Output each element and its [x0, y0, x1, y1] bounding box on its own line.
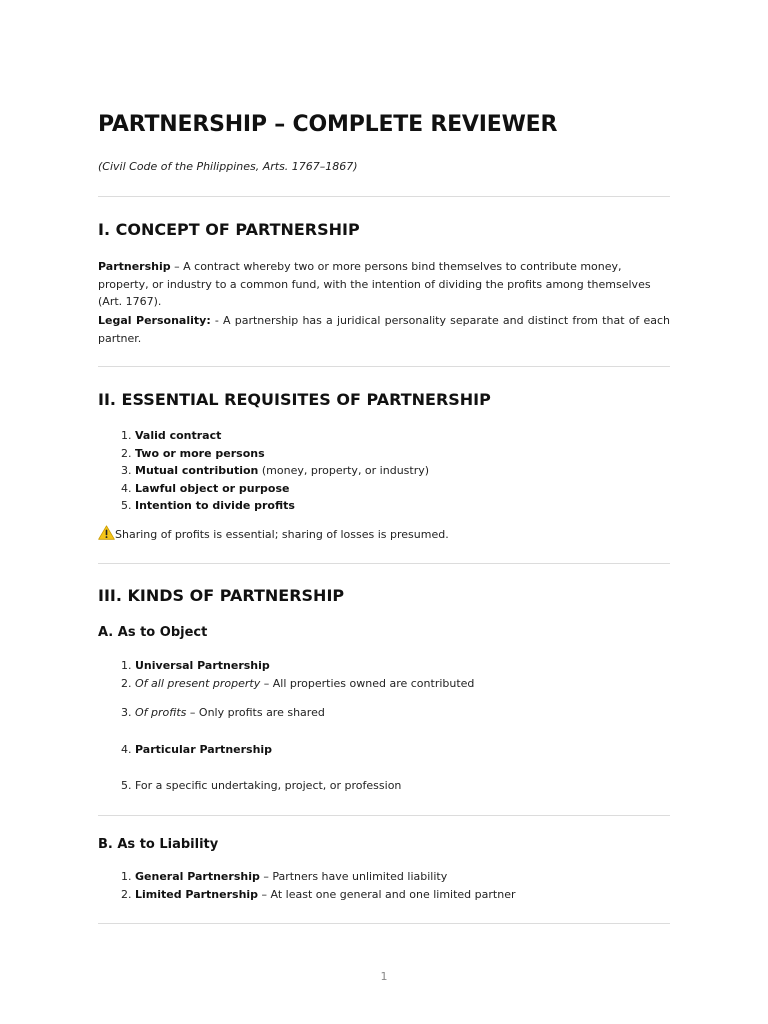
list-item [121, 445, 429, 463]
page-title: PARTNERSHIP – COMPLETE REVIEWER [98, 112, 558, 137]
list-item [121, 675, 474, 693]
list-item [121, 480, 429, 498]
list-item [121, 868, 515, 886]
list-number: 5. [121, 499, 135, 512]
divider [98, 563, 670, 564]
list-item [121, 886, 515, 904]
section-heading-kinds: III. KINDS OF PARTNERSHIP [98, 586, 345, 605]
list-item-text: For a specific undertaking, project, or profession [135, 779, 402, 792]
requisites-list [121, 427, 429, 515]
list-number: 3. [121, 706, 135, 719]
list-item-italic: Of all present property [135, 677, 261, 690]
warning-icon [98, 525, 115, 540]
list-item-bold: Valid contract [135, 429, 222, 442]
list-item-bold: Two or more persons [135, 446, 265, 460]
subheading-as-to-liability: B. As to Liability [98, 837, 219, 852]
liability-list [121, 868, 515, 903]
list-item-text: – Only profits are shared [186, 706, 325, 719]
list-item-bold: General Partnership [135, 870, 260, 883]
legal-personality-text: - A partnership has a juridical personality separate and distinct from that of each partner. [98, 314, 670, 345]
list-item [121, 497, 429, 515]
list-item [121, 657, 270, 675]
legal-personality-paragraph [98, 312, 670, 347]
list-number: 4. [121, 743, 135, 756]
page-number: 1 [380, 970, 388, 983]
list-item [121, 427, 429, 445]
list-item-bold: Particular Partnership [135, 743, 273, 756]
partnership-definition [98, 258, 670, 311]
document-page [98, 0, 670, 1024]
list-item-text: – At least one general and one limited partner [258, 887, 516, 901]
divider [98, 196, 670, 197]
divider [98, 815, 670, 816]
subheading-as-to-object: A. As to Object [98, 625, 208, 640]
divider [98, 366, 670, 367]
list-number: 5. [121, 779, 135, 792]
list-number: 4. [121, 481, 135, 495]
list-item-text: (money, property, or industry) [258, 464, 430, 477]
list-number: 2. [121, 677, 135, 690]
list-number: 1. [121, 870, 135, 883]
list-item-text: – Partners have unlimited liability [259, 870, 448, 883]
definition-text: – A contract whereby two or more persons bind themselves to contribute money, property, or industry to a common fund, with the intention of dividing the profits among themselves (Art. 1767). [98, 260, 651, 308]
list-item-bold: Lawful object or purpose [135, 481, 290, 495]
section-heading-concept: I. CONCEPT OF PARTNERSHIP [98, 220, 360, 239]
list-item-bold: Mutual contribution [135, 464, 259, 477]
list-number: 2. [121, 446, 135, 460]
list-item [121, 462, 429, 480]
list-number: 1. [121, 659, 135, 672]
list-item [121, 777, 401, 795]
list-item [121, 741, 272, 759]
list-item-bold: Universal Partnership [135, 659, 270, 672]
page-subtitle: (Civil Code of the Philippines, Arts. 1767–1867) [98, 160, 358, 173]
list-number: 3. [121, 464, 135, 477]
list-item-bold: Intention to divide profits [135, 499, 295, 512]
divider [98, 923, 670, 924]
list-number: 2. [121, 887, 135, 901]
list-item-italic: Of profits [135, 706, 187, 719]
list-item-text: – All properties owned are contributed [260, 677, 475, 690]
legal-personality-term: Legal Personality: [98, 314, 211, 327]
list-item [121, 704, 325, 722]
list-number: 1. [121, 429, 135, 442]
list-item-bold: Limited Partnership [135, 887, 259, 901]
profit-sharing-note [98, 525, 449, 544]
note-text: Sharing of profits is essential; sharing of losses is presumed. [115, 528, 449, 541]
definition-term: Partnership [98, 260, 171, 273]
section-heading-requisites: II. ESSENTIAL REQUISITES OF PARTNERSHIP [98, 390, 491, 409]
